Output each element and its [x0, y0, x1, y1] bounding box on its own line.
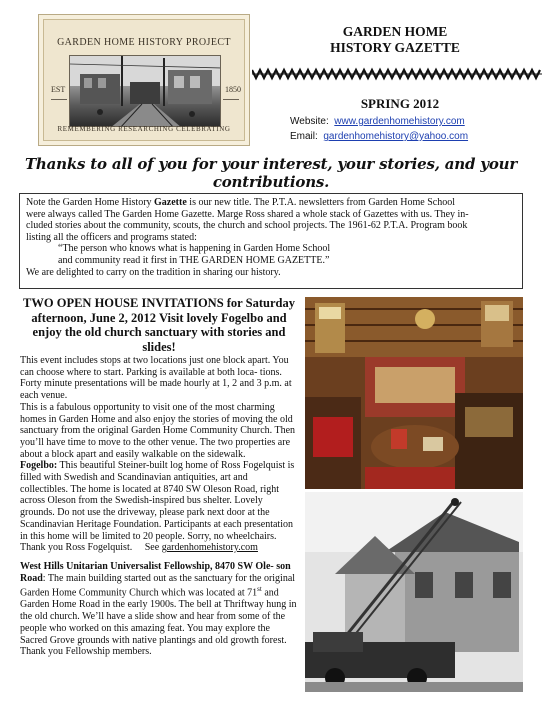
- email-link[interactable]: gardenhomehistory@yahoo.com: [323, 131, 469, 142]
- intro-box: [19, 193, 523, 289]
- intro-quote-1: “The person who knows what is happening in Garden Home School: [58, 243, 331, 255]
- see-website-link[interactable]: gardenhomehistory.com: [161, 542, 258, 554]
- intro-line-4: listing all the officers and programs stated:: [26, 231, 197, 243]
- article-para-2: This is a fabulous opportunity to visit one of the most charming homes in Garden Home and also enjoy the stories of moving the old sanctuary from the original Garden Home Community Church. Then you’ll have time to move to the other venue. The two properties are about a block apart and easily walkable on the sidewalk.: [20, 401, 296, 460]
- history-project-logo: [38, 14, 250, 146]
- email-label: Email:: [290, 131, 318, 142]
- article-para-fogelbo: Fogelbo: This beautiful Steiner-built log home of Ross Fogelquist is filled with Swedish and Scandinavian antiquities, art and collectibles. The home is located at 8740 SW Oleson Road, right across Oleson from the Swedish-inspired bus shelter. Lovely grounds. Do not use the driveway, please park next door at the Scandinavian Heritage Foundation. Participants at each presentation in this home will be limited to 20 people. Sorry, no wheelchairs.: [20, 460, 295, 542]
- gazette-title-line2: HISTORY GAZETTE: [330, 40, 460, 55]
- logo-year: 1850: [225, 85, 241, 94]
- logo-divider-left: [51, 99, 67, 100]
- logo-tagline: REMEMBERING RESEARCHING CELEBRATING: [57, 125, 231, 133]
- thanks-banner: Thanks to all of you for your interest, your stories, and your contributions.: [24, 155, 518, 191]
- intro-line-2: were always called The Garden Home Gazette. Marge Ross shared a whole stack of Gazettes with us. They in-: [26, 208, 469, 220]
- article-thanks-line: Thank you Ross Fogelquist. See gardenhomehistory.com: [20, 542, 258, 554]
- gazette-title: [300, 24, 490, 56]
- vintage-street-photo-icon: [69, 55, 221, 127]
- logo-divider-right: [223, 99, 239, 100]
- email-line: [290, 131, 468, 142]
- article-para-church: West Hills Unitarian Universalist Fellowship, 8470 SW Ole- son Road: The main building started out as the sanctuary for the original Garden Home Community Church which was located at 71st and Garden Home Road in the early 1900s. The bell at Thriftway hung in the old church. We’ll have a slide show and hear from some of the people who worked on this amazing feat. You may explore the Sacred Grove grounds with native plantings and old growth forest. Thank you Fellowship members.: [20, 560, 297, 658]
- article-headline: TWO OPEN HOUSE INVITATIONS for Saturday afternoon, June 2, 2012 Visit lovely Fogelbo and enjoy the old church sanctuary with stories and slides!: [23, 296, 295, 354]
- intro-quote-2: and community read it first in THE GARDEN HOME GAZETTE.”: [58, 254, 330, 266]
- intro-line-1: Note the Garden Home History Gazette is our new title. The P.T.A. newsletters from Garden Home School: [26, 197, 455, 208]
- intro-line-3: cluded stories about the community, scouts, the church and school projects. The 1961-62 P.T.A. Program book: [26, 220, 468, 232]
- article-body: [20, 355, 298, 658]
- gazette-title-line1: GARDEN HOME: [342, 24, 448, 39]
- website-label: Website:: [290, 116, 329, 127]
- logo-est: EST: [51, 85, 66, 94]
- issue-date: SPRING 2012: [360, 96, 440, 111]
- church-label: West Hills Unitarian Universalist Fellowship, 8470 SW Ole- son Road: [20, 560, 291, 584]
- fogelbo-label: Fogelbo:: [20, 460, 58, 472]
- article-para-1: This event includes stops at two locations just one block apart. You can choose where to start. Parking is available at both loca- tions. Forty minute presentations will be made hourly at 1, 2 and 3 p.m. at each venue.: [20, 355, 292, 402]
- website-link[interactable]: www.gardenhomehistory.com: [334, 116, 465, 127]
- intro-line-5: We are delighted to carry on the tradition in sharing our history.: [26, 266, 281, 278]
- church-moving-photo-icon: [305, 492, 523, 692]
- zigzag-divider-icon: [252, 66, 542, 82]
- log-home-interior-photo-icon: [305, 297, 523, 489]
- website-line: [290, 116, 465, 127]
- logo-title: GARDEN HOME HISTORY PROJECT: [57, 37, 231, 48]
